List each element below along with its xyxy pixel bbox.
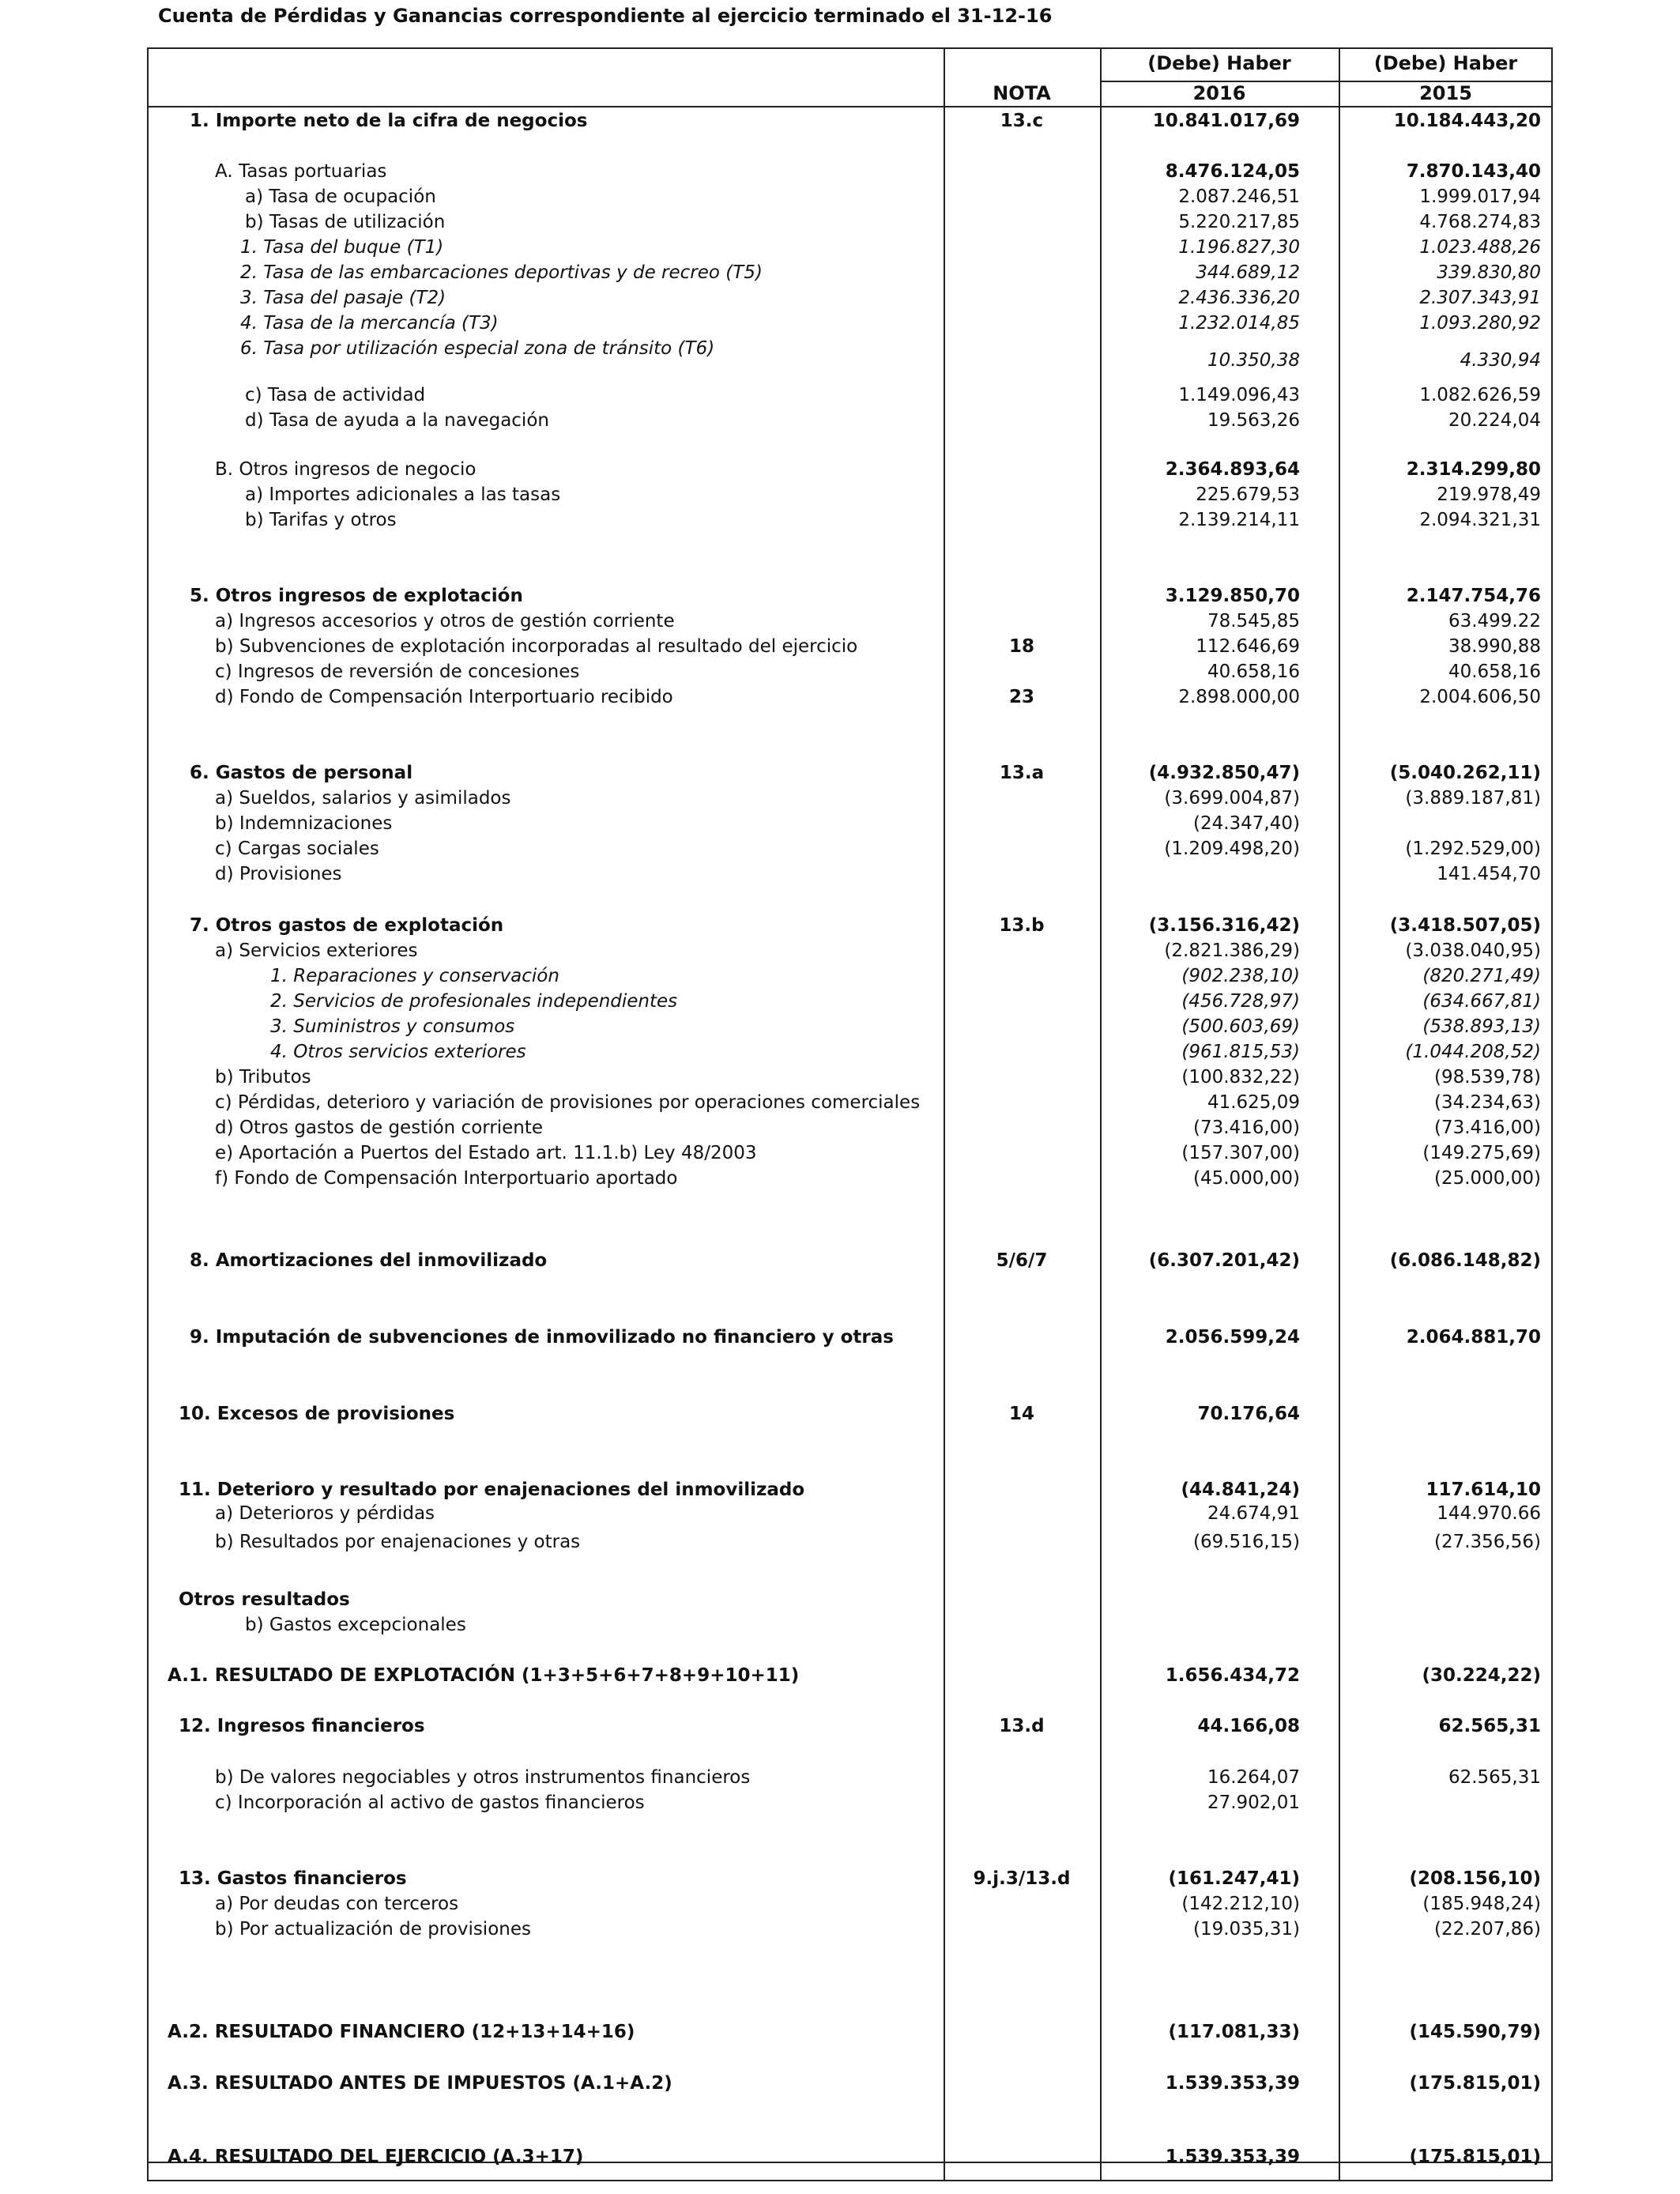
row-value-2015: 2.314.299,80 (1406, 459, 1541, 480)
row-value-2016: 344.689,12 (1196, 262, 1300, 283)
row-label: 3. Tasa del pasaje (T2) (240, 288, 446, 308)
row-value-2015: (208.156,10) (1409, 1868, 1541, 1889)
row-label: d) Otros gastos de gestión corriente (215, 1118, 544, 1138)
row-value-2016: (117.081,33) (1168, 2022, 1300, 2042)
row-value-2016: (73.416,00) (1192, 1118, 1300, 1138)
row-label: 6. Tasa por utilización especial zona de tránsito (T6) (240, 338, 715, 359)
row-2-a-tasa-de-ocupacion (0, 184, 1680, 209)
row-label: b) Resultados por enajenaciones y otras (215, 1532, 581, 1552)
header-2015-label: (Debe) Haber (1373, 52, 1518, 74)
row-7-4-tasa-de-la-mercancia-t3 (0, 311, 1680, 336)
row-value-2016: 225.679,53 (1196, 484, 1300, 505)
row-label: 5. Otros ingresos de explotación (190, 586, 523, 606)
row-value-2016: (24.347,40) (1192, 813, 1300, 834)
row-9-value-continuation (0, 348, 1680, 373)
row-label: 8. Amortizaciones del inmovilizado (190, 1250, 548, 1271)
row-value-2015: 1.999.017,94 (1419, 187, 1541, 207)
row-value-2015: 144.970.66 (1437, 1503, 1541, 1524)
row-label: B. Otros ingresos de negocio (215, 459, 477, 480)
row-value-2016: (4.932.850,47) (1148, 763, 1300, 783)
row-nota: 5/6/7 (996, 1250, 1048, 1271)
row-value-2015: 2.147.754,76 (1406, 586, 1541, 606)
row-value-2015: (6.086.148,82) (1389, 1250, 1541, 1271)
header-nota: NOTA (993, 82, 1051, 104)
row-value-2015: 62.565,31 (1448, 1767, 1541, 1788)
row-label: 11. Deterioro y resultado por enajenaciones del inmovilizado (179, 1480, 805, 1500)
row-value-2016: (6.307.201,42) (1148, 1250, 1300, 1271)
row-label: c) Ingresos de reversión de concesiones (215, 662, 580, 682)
row-label: 1. Tasa del buque (T1) (240, 237, 444, 258)
row-21-a-sueldos-salarios-y-asimilados (0, 786, 1680, 811)
row-value-2015: (30.224,22) (1422, 1665, 1541, 1686)
row-value-2015: 1.023.488,26 (1419, 237, 1541, 258)
row-label: c) Tasa de actividad (245, 385, 426, 405)
row-label: 6. Gastos de personal (190, 763, 413, 783)
row-11-d-tasa-de-ayuda-a-la-navegacion (0, 408, 1680, 433)
row-value-2016: (3.699.004,87) (1164, 788, 1300, 809)
row-label: b) Gastos excepcionales (245, 1615, 466, 1635)
row-value-2015: (149.275,69) (1422, 1143, 1541, 1163)
row-value-2016: 16.264,07 (1207, 1767, 1300, 1788)
row-label: b) De valores negociables y otros instrumentos financieros (215, 1767, 751, 1788)
row-label: 7. Otros gastos de explotación (190, 915, 504, 936)
row-value-2016: (161.247,41) (1168, 1868, 1300, 1889)
row-value-2016: 1.539.353,39 (1165, 2073, 1300, 2094)
row-label: a) Ingresos accesorios y otros de gestión corriente (215, 611, 675, 631)
row-label: a) Servicios exteriores (215, 941, 418, 961)
row-35-f-fondo-de-compensacion-interportuario-a (0, 1166, 1680, 1191)
row-value-2015: 4.768.274,83 (1419, 212, 1541, 232)
row-30-4-otros-servicios-exteriores (0, 1039, 1680, 1065)
row-value-2016: 24.674,91 (1207, 1503, 1300, 1524)
row-value-2016: (3.156.316,42) (1148, 915, 1300, 936)
row-value-2016: 112.646,69 (1196, 636, 1300, 657)
row-label: 2. Servicios de profesionales independientes (270, 991, 678, 1012)
row-19-d-fondo-de-compensacion-interportuario-r (0, 684, 1680, 710)
row-label: 4. Otros servicios exteriores (270, 1042, 526, 1062)
row-12-b-otros-ingresos-de-negocio (0, 457, 1680, 482)
row-label: 9. Imputación de subvenciones de inmovilizado no financiero y otras (190, 1327, 894, 1348)
row-value-2016: 40.658,16 (1207, 662, 1300, 682)
row-value-2016: 10.350,38 (1207, 350, 1300, 371)
row-46-b-de-valores-negociables-y-otros-instrum (0, 1765, 1680, 1790)
row-value-2015: (634.667,81) (1422, 991, 1541, 1012)
row-value-2015: (25.000,00) (1433, 1168, 1541, 1189)
row-label: b) Subvenciones de explotación incorporadas al resultado del ejercicio (215, 636, 858, 657)
row-label: A.4. RESULTADO DEL EJERCICIO (A.3+17) (168, 2147, 584, 2167)
row-nota: 14 (1008, 1404, 1034, 1424)
row-14-b-tarifas-y-otros (0, 507, 1680, 533)
row-value-2016: 2.087.246,51 (1178, 187, 1300, 207)
row-value-2016: 70.176,64 (1197, 1404, 1300, 1424)
row-26-a-servicios-exteriores (0, 938, 1680, 963)
row-value-2015: (73.416,00) (1433, 1118, 1541, 1138)
row-34-e-aportacion-a-puertos-del-estado-art-11 (0, 1140, 1680, 1166)
row-value-2015: (3.038.040,95) (1405, 941, 1541, 961)
row-value-2015: (820.271,49) (1422, 966, 1541, 986)
row-value-2016: (45.000,00) (1192, 1168, 1300, 1189)
row-value-2016: (500.603,69) (1181, 1016, 1300, 1037)
row-10-c-tasa-de-actividad (0, 383, 1680, 408)
row-value-2016: 2.139.214,11 (1178, 510, 1300, 530)
row-nota: 13.b (999, 915, 1045, 936)
row-18-c-ingresos-de-reversion-de-concesiones (0, 659, 1680, 684)
row-nota: 13.d (999, 1716, 1045, 1736)
row-label: 4. Tasa de la mercancía (T3) (240, 313, 499, 334)
row-value-2015: 38.990,88 (1448, 636, 1541, 657)
row-nota: 13.c (1000, 111, 1044, 131)
header-2015-year: 2015 (1419, 82, 1472, 104)
row-4-1-tasa-del-buque-t1 (0, 235, 1680, 260)
row-value-2016: 41.625,09 (1207, 1092, 1300, 1113)
row-label: d) Provisiones (215, 864, 342, 884)
row-29-3-suministros-y-consumos (0, 1014, 1680, 1039)
row-label: a) Tasa de ocupación (245, 187, 436, 207)
row-value-2015: 4.330,94 (1460, 350, 1541, 371)
row-value-2015: 339.830,80 (1437, 262, 1541, 283)
row-value-2015: (3.418.507,05) (1389, 915, 1541, 936)
row-label: a) Sueldos, salarios y asimilados (215, 788, 511, 809)
row-value-2016: 2.056.599,24 (1165, 1327, 1300, 1348)
row-value-2015: 2.004.606,50 (1419, 687, 1541, 707)
row-label: c) Pérdidas, deterioro y variación de provisiones por operaciones comerciales (215, 1092, 921, 1113)
row-label: 12. Ingresos financieros (179, 1716, 425, 1736)
row-41-b-resultados-por-enajenaciones-y-otras (0, 1529, 1680, 1555)
row-value-2016: 1.539.353,39 (1165, 2147, 1300, 2167)
row-value-2016: 19.563,26 (1207, 410, 1300, 431)
row-value-2016: 2.436.336,20 (1178, 288, 1300, 308)
row-value-2015: 117.614,10 (1426, 1480, 1541, 1500)
row-label: A.2. RESULTADO FINANCIERO (12+13+14+16) (168, 2022, 635, 2042)
row-15-5-otros-ingresos-de-explotacion (0, 583, 1680, 609)
row-value-2015: (185.948,24) (1422, 1894, 1541, 1914)
row-47-c-incorporacion-al-activo-de-gastos-fina (0, 1790, 1680, 1815)
row-value-2016: 2.364.893,64 (1165, 459, 1300, 480)
row-label: b) Por actualización de provisiones (215, 1919, 531, 1940)
row-13-a-importes-adicionales-a-las-tasas (0, 482, 1680, 507)
row-value-2015: 1.082.626,59 (1419, 385, 1541, 405)
row-value-2015: (27.356,56) (1433, 1532, 1541, 1552)
row-value-2016: 3.129.850,70 (1165, 586, 1300, 606)
row-1-a-tasas-portuarias (0, 159, 1680, 184)
row-48-13-gastos-financieros (0, 1866, 1680, 1891)
row-label: c) Incorporación al activo de gastos financieros (215, 1793, 645, 1813)
row-5-2-tasa-de-las-embarcaciones-deportivas-y (0, 260, 1680, 285)
row-39-11-deterioro-y-resultado-por-enajenacion (0, 1477, 1680, 1502)
row-25-7-otros-gastos-de-explotacion (0, 913, 1680, 938)
row-value-2015: (34.234,63) (1433, 1092, 1541, 1113)
row-6-3-tasa-del-pasaje-t2 (0, 285, 1680, 311)
row-label: b) Tasas de utilización (245, 212, 446, 232)
row-value-2016: (100.832,22) (1181, 1067, 1300, 1088)
row-label: A.1. RESULTADO DE EXPLOTACIÓN (1+3+5+6+7+8+9+10+11) (168, 1665, 800, 1686)
document-title: Cuenta de Pérdidas y Ganancias correspondiente al ejercicio terminado el 31-12-16 (158, 5, 1053, 27)
row-24-d-provisiones (0, 861, 1680, 887)
row-label: c) Cargas sociales (215, 839, 379, 859)
row-value-2015: 219.978,49 (1437, 484, 1541, 505)
row-nota: 23 (1008, 687, 1034, 707)
row-value-2015: 10.184.443,20 (1393, 111, 1541, 131)
row-label: a) Por deudas con terceros (215, 1894, 459, 1914)
row-value-2015: (3.889.187,81) (1405, 788, 1541, 809)
row-44-a-1-resultado-de-explotacion-1-3-5-6-7-8 (0, 1663, 1680, 1688)
row-value-2015: (5.040.262,11) (1389, 763, 1541, 783)
row-value-2016: (19.035,31) (1192, 1919, 1300, 1940)
row-52-a-3-resultado-antes-de-impuestos-a-1-a-2 (0, 2071, 1680, 2096)
row-40-a-deterioros-y-perdidas (0, 1501, 1680, 1526)
row-value-2016: (44.841,24) (1181, 1480, 1300, 1500)
row-nota: 9.j.3/13.d (973, 1868, 1071, 1889)
row-value-2016: 1.232.014,85 (1178, 313, 1300, 334)
row-label: a) Importes adicionales a las tasas (245, 484, 561, 505)
row-22-b-indemnizaciones (0, 811, 1680, 836)
row-value-2015: (145.590,79) (1409, 2022, 1541, 2042)
row-label: b) Tarifas y otros (245, 510, 397, 530)
row-label: a) Deterioros y pérdidas (215, 1503, 435, 1524)
row-value-2016: 5.220.217,85 (1178, 212, 1300, 232)
row-value-2015: (1.044.208,52) (1405, 1042, 1541, 1062)
row-label: 1. Reparaciones y conservación (270, 966, 559, 986)
row-label: d) Tasa de ayuda a la navegación (245, 410, 549, 431)
row-value-2016: 1.196.827,30 (1178, 237, 1300, 258)
row-42-otros-resultados (0, 1587, 1680, 1612)
row-value-2015: (22.207,86) (1433, 1919, 1541, 1940)
row-value-2015: 1.093.280,92 (1419, 313, 1541, 334)
row-37-9-imputacion-de-subvenciones-de-inmovili (0, 1325, 1680, 1350)
row-nota: 13.a (999, 763, 1045, 783)
row-value-2015: (1.292.529,00) (1405, 839, 1541, 859)
row-label: 2. Tasa de las embarcaciones deportivas y de recreo (T5) (240, 262, 763, 283)
row-value-2015: (175.815,01) (1409, 2073, 1541, 2094)
row-value-2016: (2.821.386,29) (1164, 941, 1300, 961)
row-value-2015: 62.565,31 (1438, 1716, 1541, 1736)
row-value-2016: 27.902,01 (1207, 1793, 1300, 1813)
row-value-2015: 2.307.343,91 (1419, 288, 1541, 308)
row-value-2015: 2.094.321,31 (1419, 510, 1541, 530)
row-label: A. Tasas portuarias (215, 161, 387, 182)
row-value-2015: 141.454,70 (1437, 864, 1541, 884)
row-label: e) Aportación a Puertos del Estado art. 11.1.b) Ley 48/2003 (215, 1143, 757, 1163)
row-value-2015: 7.870.143,40 (1406, 161, 1541, 182)
row-value-2016: (157.307,00) (1181, 1143, 1300, 1163)
row-value-2016: 1.149.096,43 (1178, 385, 1300, 405)
row-nota: 18 (1008, 636, 1034, 657)
row-label: 1. Importe neto de la cifra de negocios (190, 111, 588, 131)
row-label: 3. Suministros y consumos (270, 1016, 515, 1037)
row-label: Otros resultados (179, 1589, 350, 1610)
row-label: b) Indemnizaciones (215, 813, 393, 834)
row-23-c-cargas-sociales (0, 836, 1680, 861)
row-36-8-amortizaciones-del-inmovilizado (0, 1248, 1680, 1273)
row-20-6-gastos-de-personal (0, 760, 1680, 786)
row-label: 13. Gastos financieros (179, 1868, 407, 1889)
row-51-a-2-resultado-financiero-12-13-14-16 (0, 2019, 1680, 2045)
row-label: 10. Excesos de provisiones (179, 1404, 455, 1424)
row-value-2016: 10.841.017,69 (1152, 111, 1300, 131)
row-label: A.3. RESULTADO ANTES DE IMPUESTOS (A.1+A.2) (168, 2073, 672, 2094)
row-label: b) Tributos (215, 1067, 311, 1088)
row-31-b-tributos (0, 1065, 1680, 1090)
header-2016-label: (Debe) Haber (1147, 52, 1291, 74)
row-43-b-gastos-excepcionales (0, 1612, 1680, 1638)
row-value-2015: (538.893,13) (1422, 1016, 1541, 1037)
row-17-b-subvenciones-de-explotacion-incorporad (0, 634, 1680, 659)
row-16-a-ingresos-accesorios-y-otros-de-gestion (0, 609, 1680, 634)
row-value-2015: 40.658,16 (1448, 662, 1541, 682)
row-45-12-ingresos-financieros (0, 1713, 1680, 1739)
row-value-2016: 2.898.000,00 (1178, 687, 1300, 707)
row-50-b-por-actualizacion-de-provisiones (0, 1917, 1680, 1942)
row-label: d) Fondo de Compensación Interportuario recibido (215, 687, 673, 707)
row-53-a-4-resultado-del-ejercicio-a-3-17 (0, 2144, 1680, 2169)
row-28-2-servicios-de-profesionales-independien (0, 989, 1680, 1014)
row-value-2016: 1.656.434,72 (1165, 1665, 1300, 1686)
row-value-2016: (961.815,53) (1181, 1042, 1300, 1062)
row-value-2015: (175.815,01) (1409, 2147, 1541, 2167)
row-value-2016: 44.166,08 (1197, 1716, 1300, 1736)
row-38-10-excesos-de-provisiones (0, 1401, 1680, 1427)
row-0-1-importe-neto-de-la-cifra-de-negocios (0, 108, 1680, 134)
row-49-a-por-deudas-con-terceros (0, 1891, 1680, 1917)
header-bottom-rule (147, 106, 1553, 107)
row-value-2016: (902.238,10) (1181, 966, 1300, 986)
row-value-2016: (456.728,97) (1181, 991, 1300, 1012)
row-33-d-otros-gastos-de-gestion-corriente (0, 1115, 1680, 1140)
row-label: f) Fondo de Compensación Interportuario aportado (215, 1168, 678, 1189)
row-value-2016: 78.545,85 (1207, 611, 1300, 631)
row-value-2016: (142.212,10) (1181, 1894, 1300, 1914)
row-value-2015: 20.224,04 (1448, 410, 1541, 431)
row-value-2016: (69.516,15) (1192, 1532, 1300, 1552)
row-value-2016: (1.209.498,20) (1164, 839, 1300, 859)
row-32-c-perdidas-deterioro-y-variacion-de-prov (0, 1090, 1680, 1115)
row-value-2015: (98.539,78) (1433, 1067, 1541, 1088)
row-value-2016: 8.476.124,05 (1165, 161, 1300, 182)
row-value-2015: 2.064.881,70 (1406, 1327, 1541, 1348)
row-value-2015: 63.499.22 (1448, 611, 1541, 631)
row-27-1-reparaciones-y-conservacion (0, 963, 1680, 989)
row-3-b-tasas-de-utilizacion (0, 209, 1680, 235)
header-2016-year: 2016 (1192, 82, 1246, 104)
